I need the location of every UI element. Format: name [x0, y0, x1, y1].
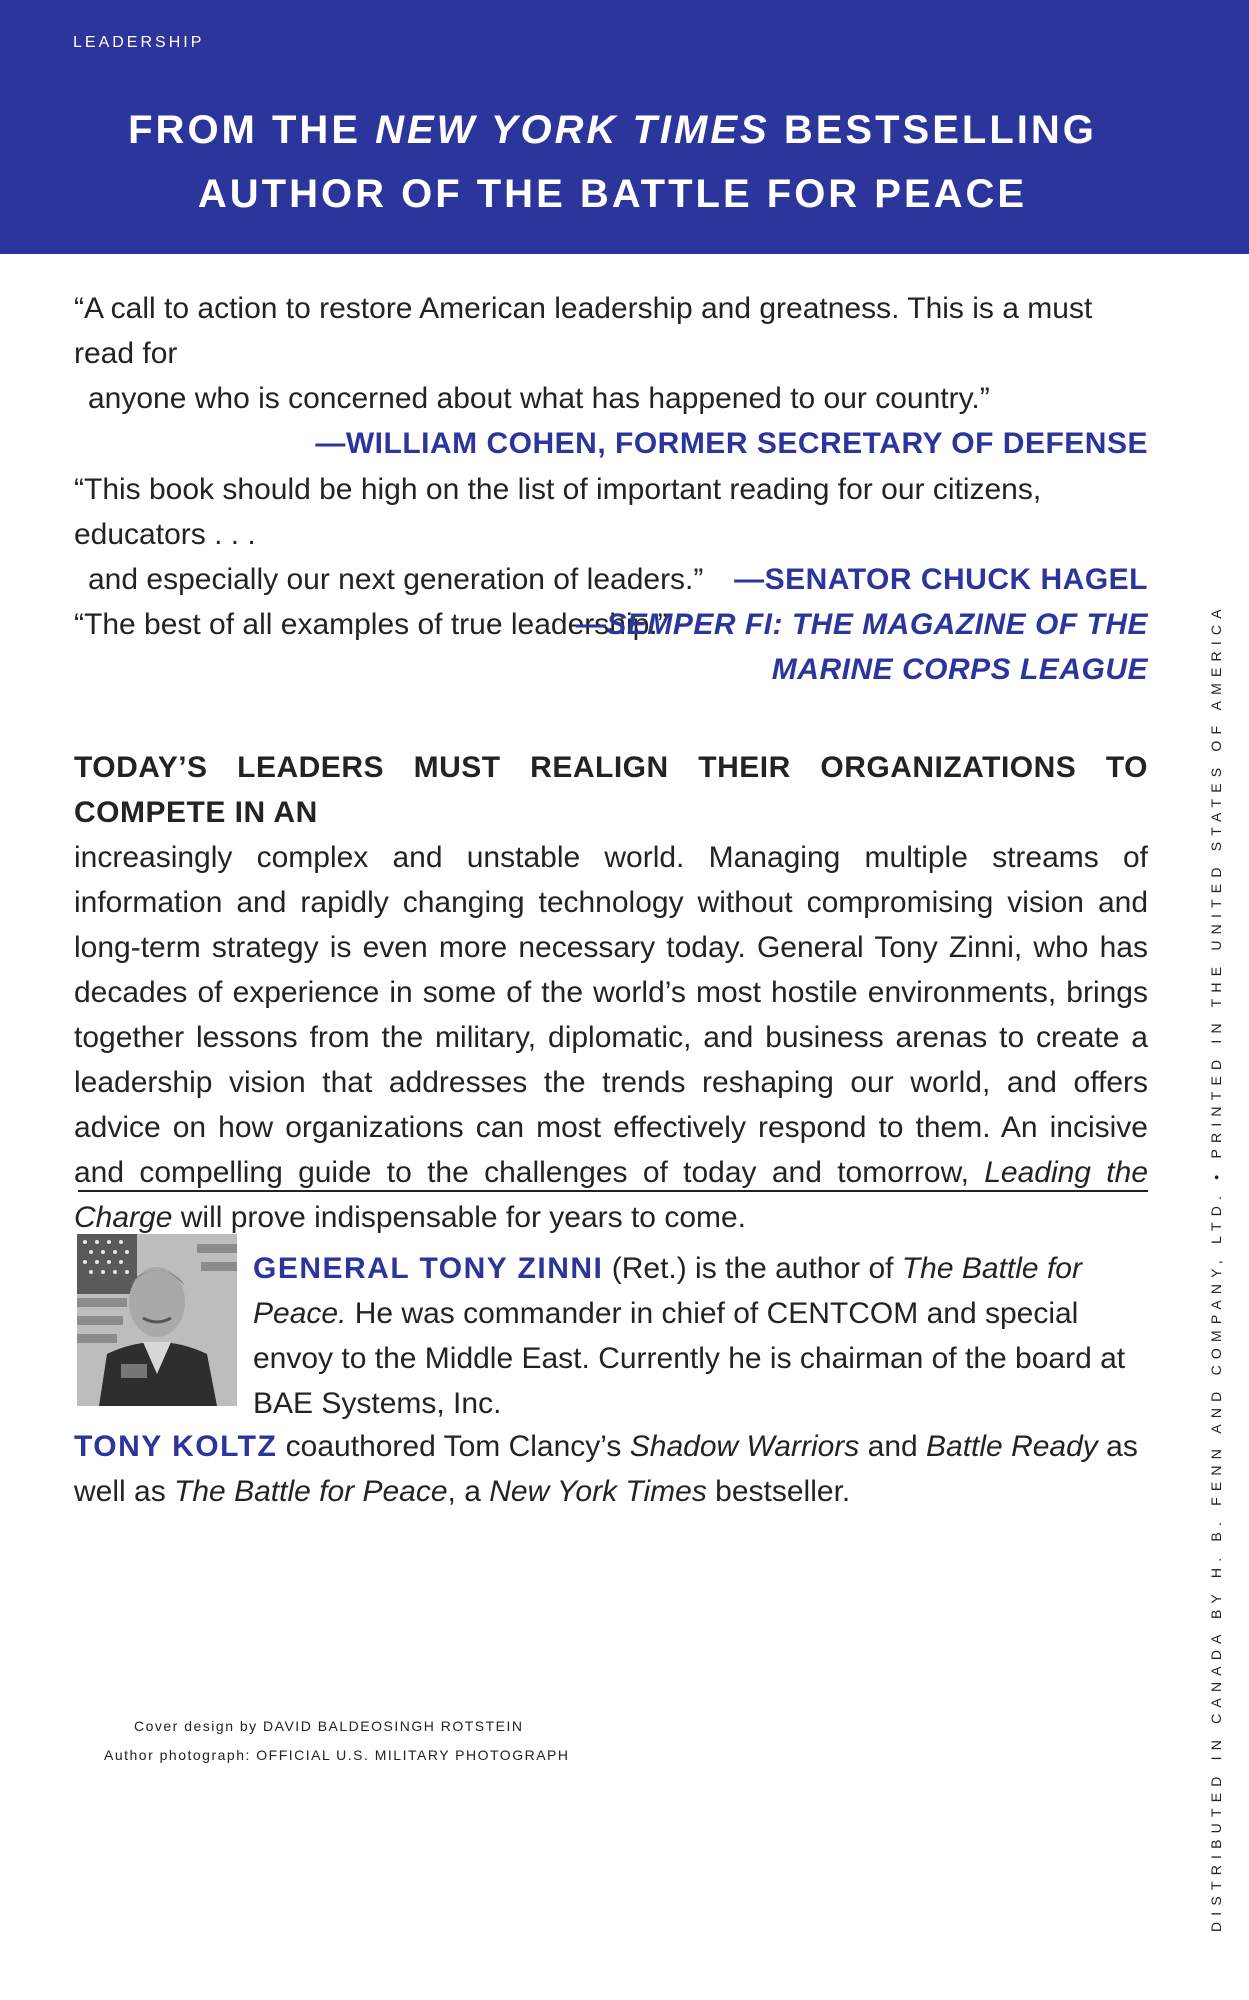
header-banner [0, 0, 1249, 254]
quote-attribution: —SEMPER FI: THE MAGAZINE OF THE [575, 608, 1148, 641]
bio-text: , a [447, 1475, 490, 1508]
headline-line-2: AUTHOR OF THE BATTLE FOR PEACE [197, 172, 1028, 216]
headline-italic: NEW YORK TIMES [375, 108, 770, 152]
quote-text: and especially our next generation of leaders.” [88, 563, 704, 596]
book-title: Leading the Charge [74, 1156, 1148, 1234]
author-name: TONY KOLTZ [74, 1430, 278, 1463]
description-lead: TODAY’S LEADERS MUST REALIGN THEIR ORGANIZATIONS TO COMPETE IN AN [74, 751, 1148, 829]
cover-credit: Cover design by DAVID BALDEOSINGH ROTSTEIN [134, 1718, 524, 1734]
bio-text: coauthored Tom Clancy’s [277, 1430, 630, 1463]
divider [78, 1190, 1148, 1192]
category-label: LEADERSHIP [73, 34, 205, 51]
bio-text: as well as [74, 1430, 1138, 1508]
description-body: increasingly complex and unstable world. Managing multiple streams of information and rapidly changing technology without compromising vision and long-term strategy is even more necessary today. General Tony Zinni, who has decades of experience in some of the world’s most hostile environments, brings together lessons from the military, diplomatic, and business arenas to create a leadership vision that addresses the trends reshaping our world, and offers advice on how organizations can most effectively respond to them. An incisive and compelling guide to the challenges of today and tomorrow, [74, 841, 1148, 1189]
author-bio-zinni [253, 1246, 1148, 1426]
headline-text: FROM THE [128, 108, 376, 152]
headline [0, 98, 1225, 226]
description-tail: will prove indispensable for years to come. [172, 1201, 747, 1234]
bio-text: (Ret.) is the author of [603, 1252, 902, 1285]
headline-text: BESTSELLING [769, 108, 1097, 152]
book-title: The Battle for Peace. [253, 1252, 1082, 1330]
quote-text: “This book should be high on the list of important reading for our citizens, educators . . . [74, 473, 1042, 551]
author-name: GENERAL TONY ZINNI [253, 1252, 604, 1285]
quote-line-with-attribution [74, 557, 1148, 602]
quote-text: anyone who is concerned about what has happened to our country.” [88, 382, 990, 415]
book-title: New York Times [489, 1475, 707, 1508]
quote-line-with-attribution [74, 602, 1148, 647]
quote-attribution: —SENATOR CHUCK HAGEL [734, 563, 1148, 596]
author-photo-image [77, 1234, 237, 1406]
bio-text: and [859, 1430, 927, 1463]
author-photo [77, 1234, 237, 1406]
book-title: Shadow Warriors [629, 1430, 860, 1463]
quote-hagel [74, 467, 1148, 602]
quote-attribution: MARINE CORPS LEAGUE [771, 653, 1148, 686]
credits [104, 1712, 569, 1770]
bio-text: He was commander in chief of CENTCOM and special envoy to the Middle East. Currently he is chairman of the board at BAE Systems, Inc. [253, 1297, 1126, 1420]
headline-line-1 [0, 98, 1225, 162]
quote-text: “The best of all examples of true leadership.” [74, 608, 668, 641]
author-bio-koltz [74, 1424, 1148, 1514]
book-description [74, 745, 1148, 1240]
quote-attribution: —WILLIAM COHEN, FORMER SECRETARY OF DEFENSE [315, 427, 1148, 460]
quote-cohen [74, 286, 1148, 466]
quote-text: “A call to action to restore American leadership and greatness. This is a must read for [74, 292, 1093, 370]
bio-text: bestseller. [706, 1475, 851, 1508]
spine-distribution-text: DISTRIBUTED IN CANADA BY H. B. FENN AND COMPANY, LTD. • PRINTED IN THE UNITED STATES OF AMERICA [1208, 603, 1224, 1932]
quote-semper-fi [74, 602, 1148, 692]
photo-credit: Author photograph: OFFICIAL U.S. MILITARY PHOTOGRAPH [104, 1747, 570, 1763]
book-title: The Battle for Peace [174, 1475, 448, 1508]
book-title: Battle Ready [926, 1430, 1098, 1463]
